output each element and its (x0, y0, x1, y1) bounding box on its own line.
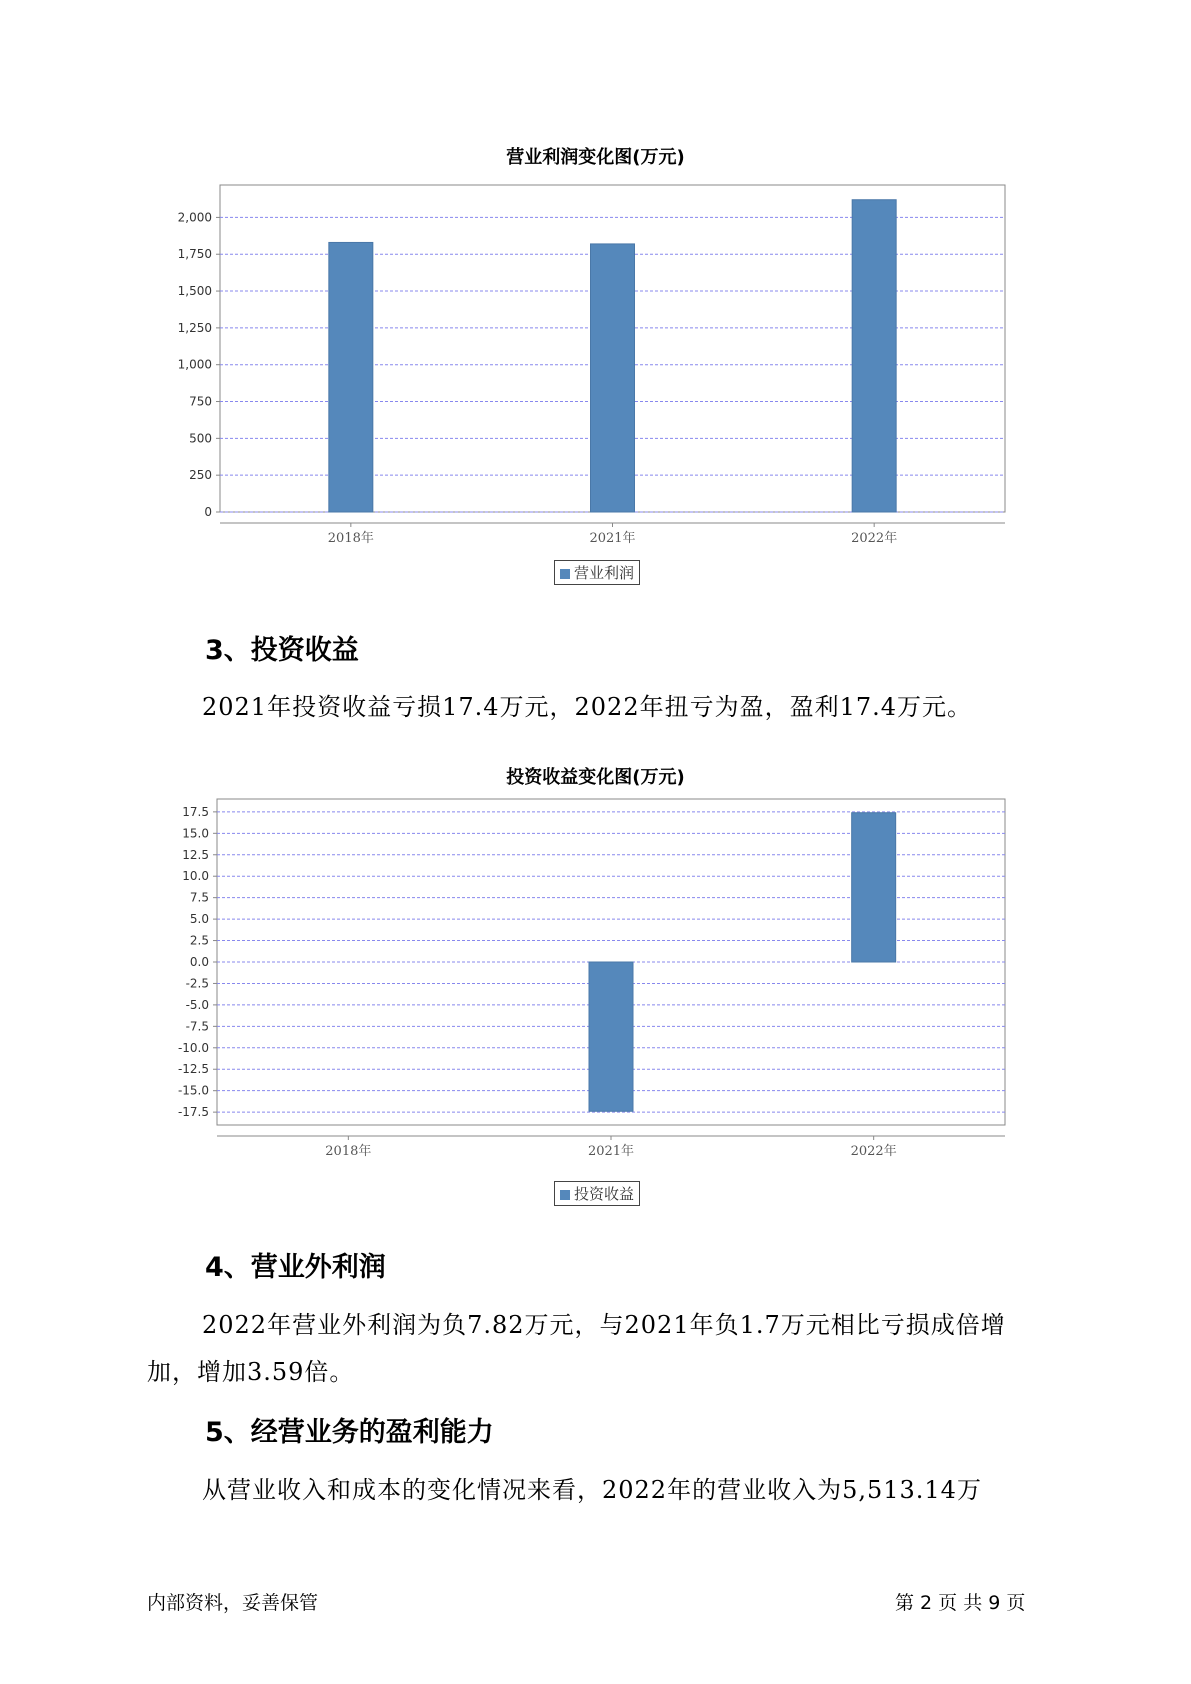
y-tick-label: 12.5 (182, 847, 209, 862)
chart2-title: 投资收益变化图(万元) (506, 767, 685, 788)
x-tick-label: 2022年 (851, 531, 898, 546)
x-tick-label: 2021年 (589, 531, 636, 546)
bar (591, 244, 635, 512)
chart1-legend (554, 560, 640, 585)
y-tick-label: -17.5 (177, 1105, 209, 1120)
bar (852, 813, 896, 962)
y-tick-label: -5.0 (185, 997, 209, 1012)
y-tick-label: 250 (189, 468, 212, 483)
x-tick-label: 2022年 (850, 1144, 897, 1159)
y-tick-label: 500 (189, 431, 212, 446)
y-tick-label: 0.0 (189, 955, 209, 969)
y-tick-label: -15.0 (177, 1083, 209, 1098)
plot-frame (217, 799, 1005, 1125)
legend-swatch (560, 1190, 570, 1200)
y-tick-label: -2.5 (185, 976, 209, 991)
footer-confidential: 内部资料，妥善保管 (147, 1592, 319, 1614)
legend-swatch (560, 569, 570, 579)
y-tick-label: 750 (189, 394, 212, 409)
y-tick-label: -7.5 (185, 1019, 209, 1034)
y-tick-label: 5.0 (189, 912, 209, 927)
footer-page-number: 第 2 页 共 9 页 (895, 1592, 1026, 1614)
y-tick-label: 7.5 (189, 890, 209, 905)
y-tick-label: 1,500 (177, 284, 212, 299)
x-tick-label: 2018年 (325, 1144, 372, 1159)
y-tick-label: 10.0 (182, 869, 209, 884)
section3-heading: 3、投资收益 (205, 635, 359, 666)
section4-line2: 加，增加3.59倍。 (147, 1358, 355, 1386)
chart2-legend (554, 1181, 640, 1206)
plot-frame (220, 185, 1005, 512)
y-tick-label: 0 (204, 505, 212, 519)
chart1-legend-label: 营业利润 (574, 564, 635, 582)
x-tick-label: 2021年 (587, 1144, 635, 1159)
chart1-title: 营业利润变化图(万元) (506, 147, 685, 168)
chart2-legend-label: 投资收益 (574, 1185, 635, 1203)
y-tick-label: 1,750 (177, 247, 212, 262)
y-tick-label: 1,250 (177, 320, 212, 335)
section5-text: 从营业收入和成本的变化情况来看，2022年的营业收入为5,513.14万 (202, 1476, 982, 1504)
y-tick-label: 1,000 (177, 357, 212, 372)
section4-line1: 2022年营业外利润为负7.82万元，与2021年负1.7万元相比亏损成倍增 (202, 1311, 1006, 1339)
section3-text: 2021年投资收益亏损17.4万元，2022年扭亏为盈，盈利17.4万元。 (202, 693, 973, 721)
bar (589, 962, 633, 1111)
y-tick-label: -12.5 (177, 1062, 209, 1077)
bar (329, 242, 373, 512)
y-tick-label: 2.5 (189, 933, 209, 948)
y-tick-label: 15.0 (182, 826, 209, 841)
section5-heading: 5、经营业务的盈利能力 (205, 1417, 494, 1448)
y-tick-label: -10.0 (177, 1040, 209, 1055)
y-tick-label: 17.5 (182, 804, 209, 819)
bar (852, 200, 896, 512)
section4-heading: 4、营业外利润 (205, 1252, 386, 1283)
x-tick-label: 2018年 (327, 531, 374, 546)
y-tick-label: 2,000 (177, 210, 212, 225)
